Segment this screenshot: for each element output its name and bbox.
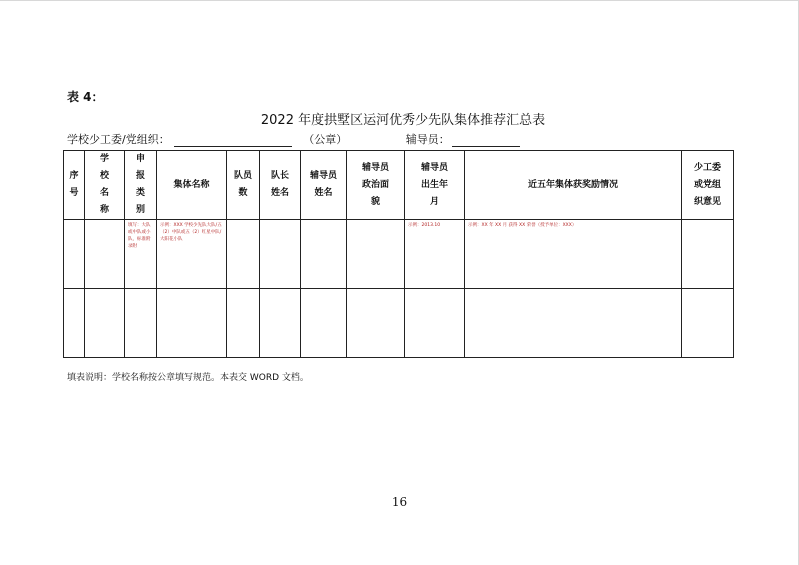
header-opinion: 少工委或党组织意见 bbox=[682, 151, 734, 220]
table-cell[interactable] bbox=[125, 220, 157, 289]
school-label: 学校少工委/党组织： bbox=[67, 133, 170, 146]
table-cell[interactable] bbox=[260, 220, 301, 289]
table-cell[interactable] bbox=[682, 289, 734, 358]
table-cell[interactable] bbox=[64, 220, 85, 289]
summary-table bbox=[63, 150, 734, 358]
document-title-text: 2022 年度拱墅区运河优秀少先队集体推荐汇总表 bbox=[260, 113, 546, 128]
table-row bbox=[64, 220, 734, 289]
table-cell[interactable] bbox=[682, 220, 734, 289]
table-cell[interactable] bbox=[465, 220, 682, 289]
table-cell[interactable] bbox=[260, 289, 301, 358]
header-tutor-birth: 辅导员出生年月 bbox=[405, 151, 465, 220]
table-cell[interactable] bbox=[301, 220, 347, 289]
table-cell[interactable] bbox=[157, 289, 227, 358]
table-cell[interactable] bbox=[85, 220, 125, 289]
table-cell[interactable] bbox=[347, 220, 405, 289]
example-awards-hint: 示例：XX 年 XX 月 获得 XX 荣誉（授予单位：XXX） bbox=[468, 223, 577, 228]
seal-label: （公章） bbox=[303, 133, 348, 146]
table-label: 表 4： bbox=[67, 90, 104, 104]
page-number: 16 bbox=[391, 495, 408, 509]
fill-instructions: 填表说明：学校名称按公章填写规范。本表交 WORD 文档。 bbox=[67, 373, 309, 383]
table-cell[interactable] bbox=[405, 289, 465, 358]
tutor-label: 辅导员： bbox=[405, 133, 450, 146]
school-blank-field[interactable] bbox=[174, 135, 292, 147]
table-cell[interactable] bbox=[85, 289, 125, 358]
example-collective-hint: 示例：XXX 学校少先队大队/五（2）中队或五（2）红星中队/大阳花小队 bbox=[160, 223, 222, 242]
header-tutor-name: 辅导员姓名 bbox=[301, 151, 347, 220]
header-tutor-political: 辅导员政治面貌 bbox=[347, 151, 405, 220]
table-cell[interactable] bbox=[301, 289, 347, 358]
header-members: 队员数 bbox=[227, 151, 260, 220]
table-cell[interactable] bbox=[227, 289, 260, 358]
table-cell[interactable] bbox=[347, 289, 405, 358]
example-birth-hint: 示例：2013.10 bbox=[408, 223, 441, 228]
table-cell[interactable] bbox=[405, 220, 465, 289]
table-cell[interactable] bbox=[157, 220, 227, 289]
header-awards: 近五年集体获奖励情况 bbox=[465, 151, 682, 220]
form-line bbox=[67, 131, 520, 147]
header-row bbox=[64, 151, 734, 220]
document-title bbox=[0, 109, 740, 128]
header-category: 申报类别 bbox=[125, 151, 157, 220]
header-leader: 队长姓名 bbox=[260, 151, 301, 220]
table-cell[interactable] bbox=[64, 289, 85, 358]
header-school: 学校名称 bbox=[85, 151, 125, 220]
header-collective: 集体名称 bbox=[157, 151, 227, 220]
tutor-blank-field[interactable] bbox=[452, 135, 520, 147]
table-cell[interactable] bbox=[125, 289, 157, 358]
table-cell[interactable] bbox=[227, 220, 260, 289]
header-seq: 序号 bbox=[64, 151, 85, 220]
table-cell[interactable] bbox=[465, 289, 682, 358]
example-category-hint: 填写：大队或中队或小队，标准附录附 bbox=[128, 223, 151, 249]
table-row bbox=[64, 289, 734, 358]
